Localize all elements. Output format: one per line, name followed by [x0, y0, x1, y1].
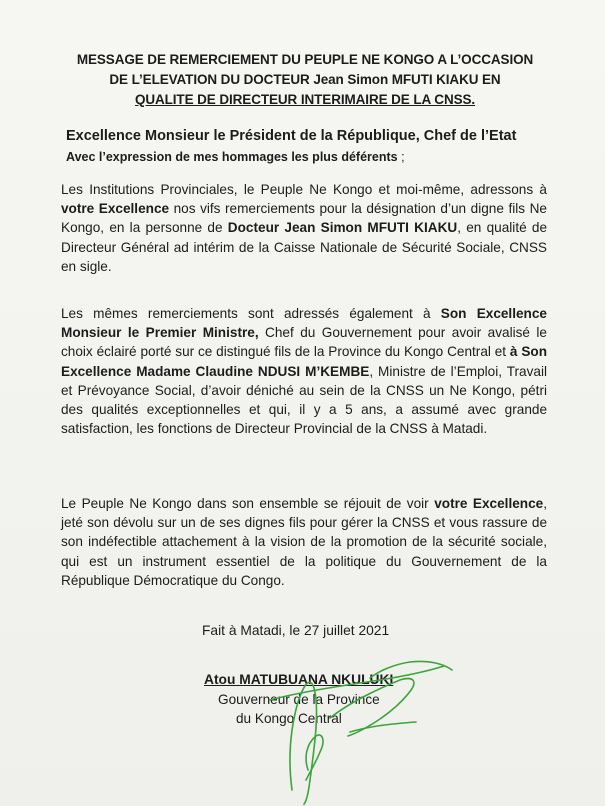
paragraph-2 [61, 304, 547, 438]
homage-punct: ; [397, 150, 405, 164]
paragraph-2-text-a: Les mêmes remerciements sont adressés également à [61, 306, 441, 321]
paragraph-1-text-a: Les Institutions Provinciales, le Peuple Ne Kongo et moi-même, adressons à [61, 182, 547, 197]
paragraph-1-bold-b: Docteur Jean Simon MFUTI KIAKU [227, 220, 458, 236]
signer-name: Atou MATUBUANA NKULUKI [204, 672, 394, 687]
signer-role-line-2: du Kongo Central [236, 711, 342, 726]
paragraph-1-text-b: nos vifs remerciements pour la désignation d’un digne fils Ne Kongo, en la personne de [61, 201, 547, 236]
paragraph-1-text-c: , en qualité de Directeur Général ad intérim de la Caisse Nationale de Sécurité Sociale, CNSS en sigle. [61, 220, 548, 274]
place-date: Fait à Matadi, le 27 juillet 2021 [202, 623, 390, 638]
paragraph-2-bold-a: Son Excellence Monsieur le Premier Ministre, [61, 306, 547, 341]
paragraph-2-bold-b: à Son Excellence Madame Claudine NDUSI M’KEMBE [61, 344, 547, 379]
title-line-3: QUALITE DE DIRECTEUR INTERIMAIRE DE LA CNSS. [134, 92, 476, 107]
salutation: Excellence Monsieur le Président de la République, Chef de l’Etat [66, 128, 517, 144]
paragraph-3-text-a: Le Peuple Ne Kongo dans son ensemble se réjouit de voir [61, 496, 435, 511]
title-line-1: MESSAGE DE REMERCIEMENT DU PEUPLE NE KONGO A L’OCCASION [76, 52, 534, 67]
signer-role-line-1: Gouverneur de la Province [218, 692, 380, 707]
paragraph-2-text-b: Chef du Gouvernement pour avoir avalisé le choix éclairé porté sur ce distingué fils de la Province du Kongo Central et [61, 325, 547, 360]
paragraph-3-bold-a: votre Excellence [434, 496, 544, 511]
letter-title [40, 50, 570, 110]
paragraph-1-bold-a: votre Excellence [61, 201, 170, 217]
paragraph-1 [61, 180, 547, 276]
paragraph-2-text-c: , Ministre de l’Emploi, Travail et Prévoyance Social, d’avoir déniché au sein de la CNSS un Ne Kongo, pétri des qualités exceptionnelles et qui, il y a 5 ans, a assumé avec grande satisfaction, les fonctions de Directeur Provincial de la CNSS à Matadi. [61, 363, 547, 437]
title-line-2: DE L’ELEVATION DU DOCTEUR Jean Simon MFUTI KIAKU EN [109, 72, 501, 87]
homage-line [66, 150, 405, 164]
paragraph-3 [61, 494, 547, 590]
paragraph-3-text-b: , jeté son dévolu sur un de ses dignes fils pour gérer la CNSS et vous rassure de son indéfectible attachement à la vision de la promotion de la sécurité sociale, qui est un instrument essentiel de la politique du Gouvernement de la République Démocratique du Congo. [61, 496, 547, 588]
homage-text: Avec l’expression de mes hommages les plus déférents [66, 150, 398, 164]
